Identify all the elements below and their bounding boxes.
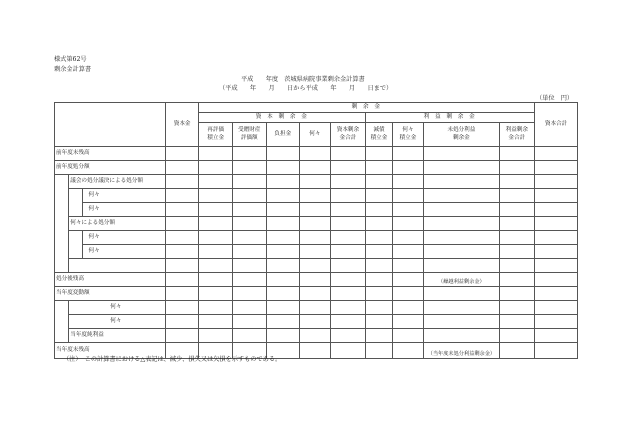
document-name: 剰余金計算書 (54, 66, 92, 73)
row-item-d: 何々 (83, 245, 165, 259)
table-row (55, 301, 578, 315)
col-total-capital: 資本合計 (535, 103, 578, 147)
col-contribution: 負担金 (266, 123, 300, 147)
table-row (55, 189, 578, 203)
form-number: 様式第62号 (54, 56, 87, 63)
table-row (55, 147, 578, 161)
table-row (55, 273, 578, 287)
footnote: （注） この計算書における△表記は、減少、損失又は欠損を示すものである。 (63, 356, 282, 363)
row-post-disposal-balance: 処分後残高 (55, 273, 166, 287)
row-prev-end-balance: 前年度末残高 (55, 147, 166, 161)
row-net-income: 当年度純利益 (69, 329, 166, 343)
col-capital-surplus-total: 資本剰余 金合計 (330, 123, 366, 147)
row-item-f: 何々 (69, 315, 166, 329)
col-revaluation-reserve: 再評価 積立金 (199, 123, 233, 147)
table-row (55, 175, 578, 189)
row-current-end-balance: 当年度末残高 (55, 343, 166, 359)
col-unappropriated: 未処分利益 剰余金 (424, 123, 499, 147)
row-item-c: 何々 (83, 231, 165, 245)
row-assembly-disposal: 議会の処分議決による処分額 (69, 175, 166, 189)
table-row (55, 161, 578, 175)
col-other-capital: 何々 (300, 123, 331, 147)
table-row (55, 287, 578, 301)
row-current-change: 当年度変動額 (55, 287, 166, 301)
unit-label: （単位 円） (536, 95, 574, 102)
col-earned-surplus: 利 益 剰 余 金 (366, 113, 535, 123)
table-row (55, 315, 578, 329)
col-earned-surplus-total: 利益剰余 金合計 (499, 123, 535, 147)
table-row (55, 245, 578, 259)
table-row (55, 259, 578, 273)
table-row (55, 329, 578, 343)
col-donated-assets: 受贈財産 評価額 (232, 123, 266, 147)
surplus-statement-table (54, 102, 578, 359)
page-title: 平成 年度 茨城県病院事業剰余金計算書 (241, 76, 365, 83)
table-row (55, 231, 578, 245)
col-other-reserve: 何々 積立金 (392, 123, 424, 147)
table-row (55, 217, 578, 231)
col-surplus: 剰 余 金 (199, 103, 535, 113)
carried-over-note: （繰越利益剰余金） (424, 273, 499, 287)
col-reduction-reserve: 減債 積立金 (366, 123, 392, 147)
row-prev-disposal: 前年度処分額 (55, 161, 166, 175)
corner-header (55, 103, 166, 147)
row-item-b: 何々 (83, 203, 165, 217)
table-row (55, 203, 578, 217)
unappropriated-note: （当年度未処分利益剰余金） (424, 343, 499, 359)
period-line: （平成 年 月 日から平成 年 月 日まで） (219, 85, 393, 92)
row-item-e: 何々 (69, 301, 166, 315)
row-other-disposal: 何々による処分額 (69, 217, 166, 231)
col-capital-stock: 資本金 (165, 103, 199, 147)
col-capital-surplus: 資 本 剰 余 金 (199, 113, 366, 123)
row-item-a: 何々 (83, 189, 165, 203)
